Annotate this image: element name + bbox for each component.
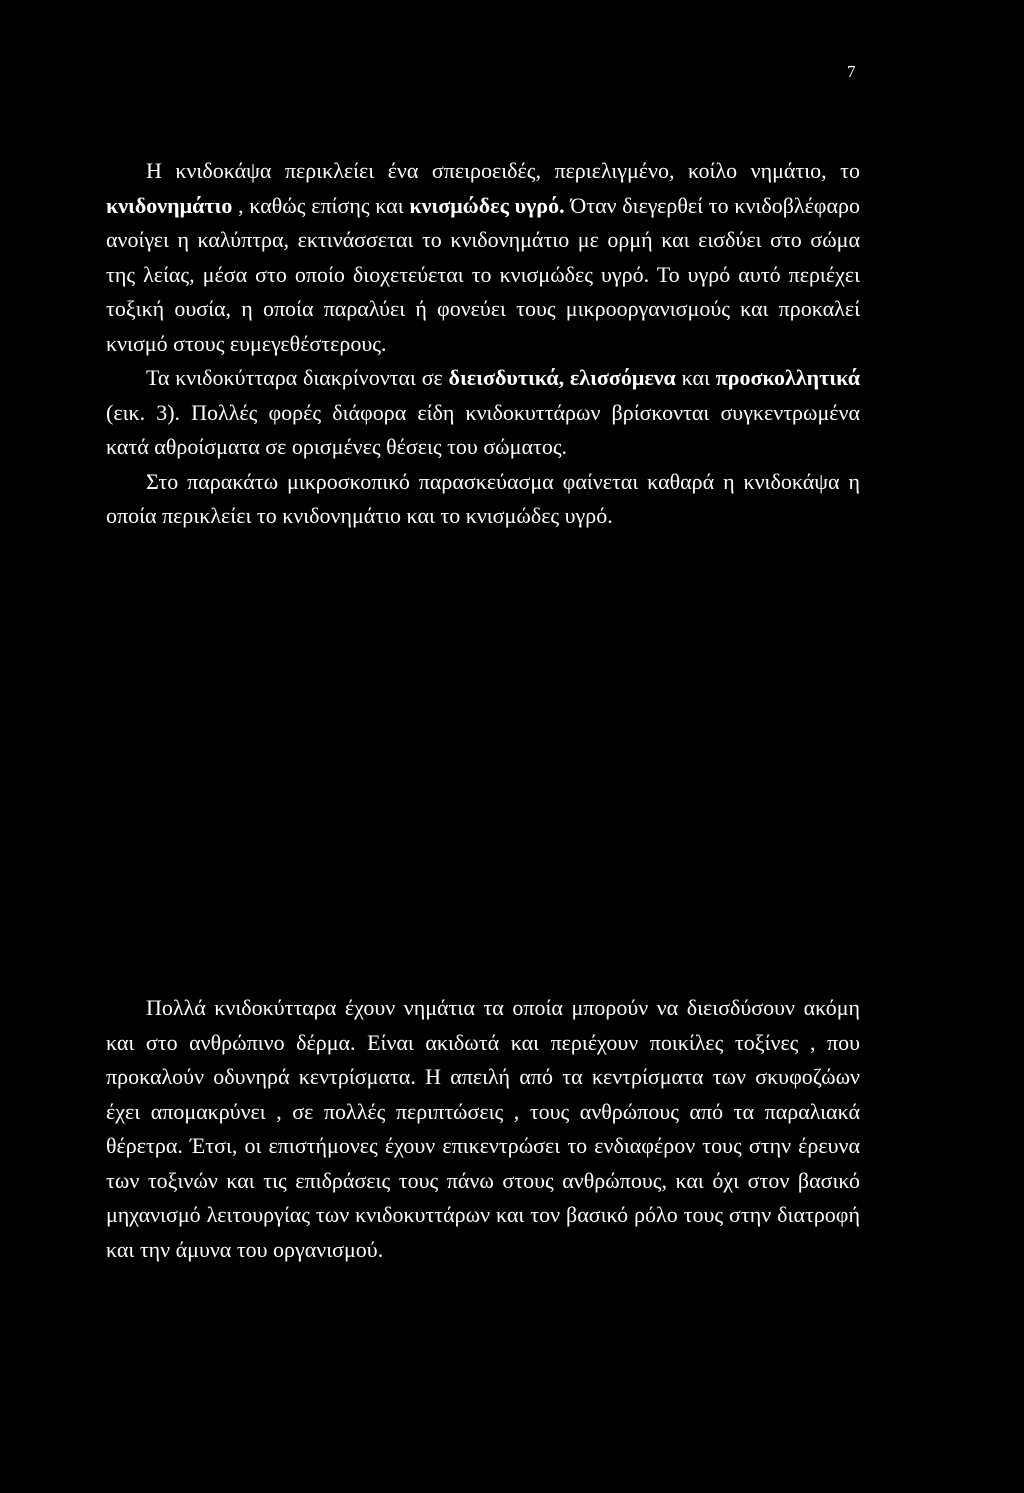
text-run: , καθώς επίσης και — [232, 192, 410, 218]
term-cnidonematio: κνιδονημάτιο — [106, 192, 233, 218]
paragraph-microscope-preparation: Στο παρακάτω μικροσκοπικό παρασκεύασμα φαίνεται καθαρά η κνιδοκάψα η οποία περικλείει το κνιδονημάτιο και το κνισμώδες υγρό. — [106, 468, 860, 528]
term-glutinant: προσκολλητικά — [715, 365, 860, 390]
term-penetrant-volvent: διεισδυτικά, ελισσόμενα — [448, 365, 676, 390]
text-run: Η κνιδοκάψα περικλείει ένα σπειροειδές, περιελιγμένο, κοίλο νημάτιο, το — [146, 158, 860, 183]
text-section-bottom — [106, 991, 860, 1267]
text-run: (εικ. 3). Πολλές φορές διάφορα είδη κνιδοκυττάρων βρίσκονται συγκεντρωμένα κατά αθροίσματα σε ορισμένες θέσεις του σώματος. — [106, 399, 860, 459]
microscope-image-area — [106, 555, 860, 975]
text-run: και — [675, 365, 716, 390]
paragraph-human-skin-toxins: Πολλά κνιδοκύτταρα έχουν νημάτια τα οποία μπορούν να διεισδύσουν ακόμη και στο ανθρώπινο δέρμα. Είναι ακιδωτά και περιέχουν ποικίλες τοξίνες , που προκαλούν οδυνηρά κεντρίσματα. Η απειλή από τα κεντρίσματα των σκυφοζώων έχει απομακρύνει , σε πολλές περιπτώσεις , τους ανθρώπους από τα παραλιακά θέρετρα. Έτσι, οι επιστήμονες έχουν επικεντρώσει το ενδιαφέρον τους στην έρευνα των τοξινών και τις επιδράσεις τους πάνω στους ανθρώπους, και όχι στον βασικό μηχανισμό λειτουργίας των κνιδοκυττάρων και τον βασικό ρόλο τους στην διατροφή και την άμυνα του οργανισμού. — [106, 995, 860, 1262]
text-section-top — [106, 154, 860, 534]
paragraph-cnidocapsule — [106, 154, 860, 361]
page-number: 7 — [847, 62, 856, 81]
paragraph-cnidocyte-types — [106, 361, 860, 465]
text-run: Τα κνιδοκύτταρα διακρίνονται σε — [146, 365, 449, 390]
text-run: Όταν διεγερθεί το κνιδοβλέφαρο ανοίγει η καλύπτρα, εκτινάσσεται το κνιδονημάτιο με ορμή και εισδύει στο σώμα της λείας, μέσα στο οποίο διοχετεύεται το κνισμώδες υγρό. Το υγρό αυτό περιέχει τοξική ουσία, η οποία παραλύει ή φονεύει τους μικροοργανισμούς και προκαλεί κνισμό στους ευμεγεθέστερους. — [106, 192, 861, 356]
term-knismodes-ygro: κνισμώδες υγρό. — [409, 192, 565, 218]
